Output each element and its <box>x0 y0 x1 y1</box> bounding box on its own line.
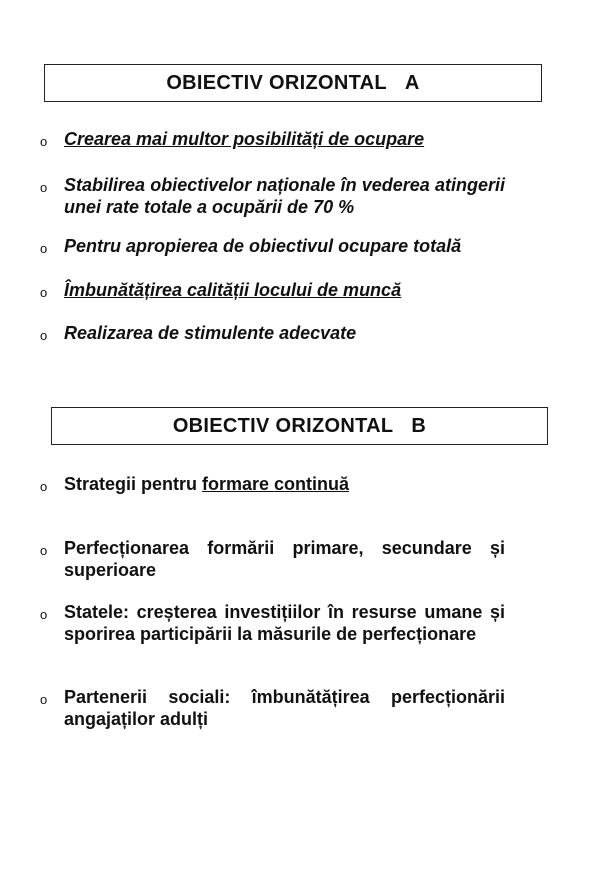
list-item-text: Stabilirea obiectivelor naționale în vederea atingerii unei rate totale a ocupării de 70 % <box>64 175 505 217</box>
list-item-text: Îmbunătățirea calității locului de muncă <box>64 280 402 300</box>
bullet-icon: o <box>40 328 48 343</box>
list-item-text: Crearea mai multor posibilități de ocupare <box>64 129 425 149</box>
section-a-heading-box <box>44 64 542 102</box>
list-item-text: Pentru apropierea de obiectivul ocupare totală <box>64 236 462 256</box>
bullet-icon: o <box>40 692 48 707</box>
bullet-icon: o <box>40 285 48 300</box>
bullet-icon: o <box>40 479 48 494</box>
list-item-text: Partenerii sociali: îmbunătățirea perfecționării angajaților adulți <box>64 687 505 729</box>
list-item <box>40 601 505 645</box>
list-item <box>40 235 505 257</box>
section-b-heading: OBIECTIV ORIZONTAL <box>172 414 394 437</box>
list-item <box>40 473 505 495</box>
list-item-text-plain: Strategii pentru <box>64 474 203 494</box>
list-item-text: Realizarea de stimulente adecvate <box>64 323 357 343</box>
list-item-text-underlined: formare continuă <box>202 474 350 494</box>
list-item <box>40 322 505 344</box>
list-item <box>40 279 505 301</box>
bullet-icon: o <box>40 241 48 256</box>
list-item-text: Statele: creșterea investițiilor în resurse umane și sporirea participării la măsurile de perfecționare <box>64 602 505 644</box>
list-item <box>40 128 505 150</box>
list-item <box>40 686 505 730</box>
list-item-text <box>64 473 505 495</box>
bullet-icon: o <box>40 607 48 622</box>
section-b-heading-box <box>51 407 548 445</box>
section-a-heading-letter: A <box>404 71 420 94</box>
list-item-text: Perfecționarea formării primare, secundare și superioare <box>64 538 505 580</box>
bullet-icon: o <box>40 543 48 558</box>
list-item <box>40 537 505 581</box>
bullet-icon: o <box>40 134 48 149</box>
list-item <box>40 174 505 218</box>
section-b-heading-letter: B <box>411 414 427 437</box>
bullet-icon: o <box>40 180 48 195</box>
section-a-heading: OBIECTIV ORIZONTAL <box>166 71 387 94</box>
